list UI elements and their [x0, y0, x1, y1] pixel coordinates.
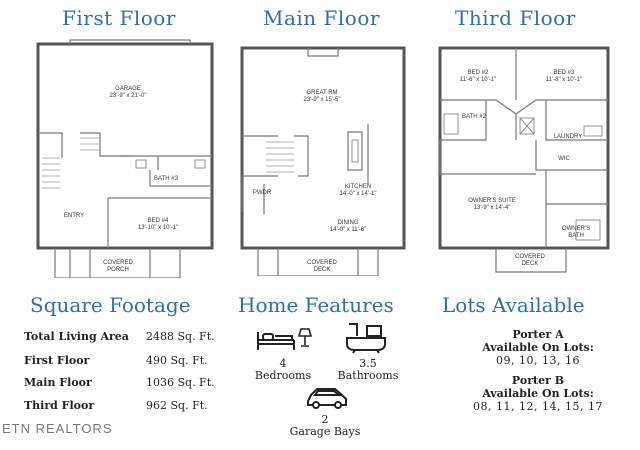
room-label-dining: DINING 14'-0" x 11'-6"	[329, 220, 367, 233]
lot-group-porter-b: Porter B Available On Lots:	[482, 374, 594, 400]
sqft-label-total: Total Living Area	[24, 330, 129, 343]
room-label-pwdr: PWDR	[252, 190, 272, 196]
home-features-title: Home Features	[238, 293, 394, 317]
room-label-wic: WIC	[558, 156, 570, 162]
brand-watermark: ETN REALTORS	[2, 421, 113, 436]
lot-list-porter-b: 08, 11, 12, 14, 15, 17	[473, 400, 603, 413]
square-footage-title: Square Footage	[30, 293, 191, 317]
room-label-bed-3: BED #3 11'-8" x 10'-1"	[545, 70, 583, 83]
room-label-kitchen: KITCHEN 14'-0" x 14'-1"	[339, 184, 377, 197]
room-label-bed-4: BED #4 13'-10" x 10'-1"	[137, 218, 179, 231]
main-floor-plan	[238, 44, 408, 276]
room-label-laundry: LAUNDRY	[553, 134, 583, 140]
sqft-label-first: First Floor	[24, 354, 90, 367]
sqft-value-total: 2488 Sq. Ft.	[146, 330, 215, 343]
lots-available-title: Lots Available	[442, 293, 585, 317]
first-floor-title: First Floor	[62, 6, 176, 30]
room-label-covered-deck-main: COVERED DECK	[307, 260, 337, 273]
room-label-owners-suite: OWNER'S SUITE 13'-9" x 14'-4"	[468, 198, 516, 211]
room-label-great-rm: GREAT RM 23'-9" x 15'-5"	[303, 90, 341, 103]
lot-list-porter-a: 09, 10, 13, 16	[496, 354, 580, 367]
feature-bedrooms: 4 Bedrooms	[254, 357, 312, 382]
bathtub-icon	[345, 322, 387, 358]
room-label-bed-2: BED #2 11'-6" x 10'-1"	[459, 70, 497, 83]
sqft-label-main: Main Floor	[24, 376, 92, 389]
sqft-label-third: Third Floor	[24, 399, 95, 412]
room-label-covered-porch: COVERED PORCH	[103, 260, 133, 273]
sqft-value-third: 962 Sq. Ft.	[146, 399, 208, 412]
room-label-entry: ENTRY	[63, 213, 85, 219]
lamp-icon	[298, 328, 312, 352]
sqft-value-first: 490 Sq. Ft.	[146, 354, 208, 367]
main-floor-title: Main Floor	[263, 6, 380, 30]
feature-garage-bays: 2 Garage Bays	[289, 413, 361, 438]
room-label-bath-2: BATH #2	[462, 114, 486, 120]
first-floor-plan	[30, 38, 220, 278]
room-label-covered-deck-third: COVERED DECK	[515, 254, 545, 267]
room-label-bath-3: BATH #3	[154, 176, 178, 182]
third-floor-plan	[436, 44, 612, 274]
car-icon	[305, 385, 349, 415]
third-floor-title: Third Floor	[455, 6, 576, 30]
feature-bathrooms: 3.5 Bathrooms	[337, 357, 399, 382]
bed-icon	[255, 326, 297, 356]
room-label-garage: GARAGE 23'-9" x 21'-0"	[109, 86, 147, 99]
sqft-value-main: 1036 Sq. Ft.	[146, 376, 215, 389]
lot-group-porter-a: Porter A Available On Lots:	[482, 328, 594, 354]
room-label-owners-bath: OWNER'S BATH	[561, 226, 591, 239]
